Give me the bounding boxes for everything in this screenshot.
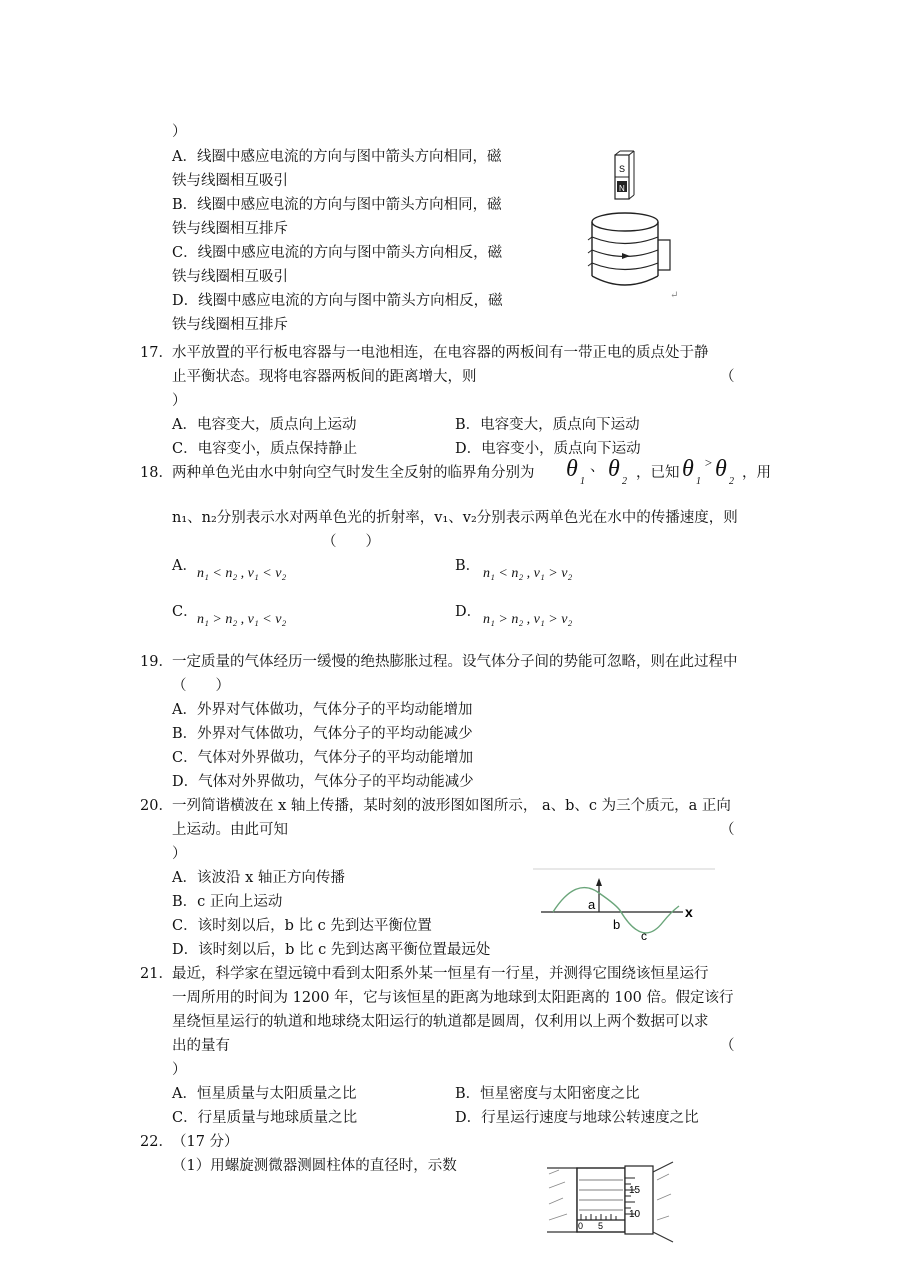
q18-option-d-label: D．: [455, 604, 482, 620]
q21-stem-line4: 出的量有: [172, 1038, 230, 1054]
q18-number: 18．: [140, 465, 173, 481]
coil-wire: [658, 240, 670, 270]
q16-option-d-line2: 铁与线圈相互排斥: [172, 317, 288, 333]
q17-option-b: B．电容变大，质点向下运动: [455, 417, 640, 433]
q21-stem-line2: 一周所用的时间为 1200 年，它与该恒星的距离为地球到太阳距离的 100 倍。假定该行: [172, 990, 734, 1006]
q19-option-c: C．气体对外界做功，气体分子的平均动能增加: [172, 750, 474, 766]
q16-option-c-line1: C．线圈中感应电流的方向与图中箭头方向相反，磁: [172, 245, 503, 261]
particle-label-a: a: [588, 897, 596, 912]
return-mark: ↵: [670, 290, 679, 301]
q20-paren-open: （: [720, 822, 735, 838]
q21-option-c: C．行星质量与地球质量之比: [172, 1110, 358, 1126]
q18-stem-line1: 两种单色光由水中射向空气时发生全反射的临界角分别为: [172, 465, 535, 481]
q17-number: 17．: [140, 345, 173, 361]
coil-turn: [592, 237, 658, 244]
q17-paren-open: （: [720, 369, 735, 385]
q17-option-a: A．电容变大，质点向上运动: [172, 417, 357, 433]
q18-option-a-formula: n₁ < n₂ , v₁ < v₂: [197, 566, 287, 581]
q21-option-d: D．行星运行速度与地球公转速度之比: [455, 1110, 699, 1126]
q19-number: 19．: [140, 654, 173, 670]
theta1-symbol: θ: [566, 456, 578, 482]
q19-option-b: B．外界对气体做功，气体分子的平均动能减少: [172, 726, 473, 742]
q20-option-b: B．c 正向上运动: [172, 894, 283, 910]
q16-option-c-line2: 铁与线圈相互吸引: [172, 269, 288, 285]
q19-paren: （ ）: [172, 678, 230, 694]
q19-stem-line1: 一定质量的气体经历一缓慢的绝热膨胀过程。设气体分子间的势能可忽略，则在此过程中: [172, 654, 738, 670]
theta2-subscript: 2: [622, 476, 627, 487]
particle-label-c: c: [641, 929, 647, 940]
q18-use-text: ，用: [742, 465, 771, 481]
theta2-symbol: θ: [608, 456, 620, 482]
theta1-subscript-b: 1: [696, 476, 701, 487]
q18-paren: （ ）: [322, 534, 380, 550]
main-scale-0: 0: [578, 1221, 584, 1231]
q20-number: 20．: [140, 798, 173, 814]
q22-score: （17 分）: [172, 1134, 239, 1150]
thimble-scale-10: 10: [629, 1209, 641, 1220]
q19-option-d: D．气体对外界做功，气体分子的平均动能减少: [172, 774, 474, 790]
theta1-subscript: 1: [580, 476, 585, 487]
q18-option-a-label: A．: [172, 558, 197, 574]
magnet-coil-figure: [580, 150, 690, 300]
q20-stem-line2: 上运动。由此可知: [172, 822, 288, 838]
q20-stem-line1: 一列简谐横波在 x 轴上传播，某时刻的波形图如图所示， a、b、c 为三个质元，a 正向: [172, 798, 731, 814]
q20-paren-close: ）: [172, 846, 187, 862]
q16-option-b-line1: B．线圈中感应电流的方向与图中箭头方向相同，磁: [172, 197, 502, 213]
q21-paren-close: ）: [172, 1062, 187, 1078]
particle-label-b: b: [613, 917, 621, 932]
theta1-symbol-b: θ: [682, 456, 694, 482]
q18-option-b-formula: n₁ < n₂ , v₁ > v₂: [483, 566, 573, 581]
theta-separator: 、: [590, 459, 605, 475]
q19-option-a: A．外界对气体做功，气体分子的平均动能增加: [172, 702, 473, 718]
q20-option-c: C．该时刻以后，b 比 c 先到达平衡位置: [172, 918, 432, 934]
coil-turn: [592, 263, 658, 270]
q18-option-c-formula: n₁ > n₂ , v₁ < v₂: [197, 612, 287, 627]
q22-part1-text: （1）用螺旋测微器测圆柱体的直径时，示数: [172, 1158, 457, 1174]
q18-stem-line2: n₁、n₂分别表示水对两单色光的折射率，v₁、v₂分别表示两单色光在水中的传播速度，则: [172, 510, 738, 526]
q16-paren-close: ）: [172, 124, 187, 140]
x-axis-label: x: [685, 904, 693, 920]
magnet-pole-n: N: [619, 184, 625, 193]
q16-option-d-line1: D．线圈中感应电流的方向与图中箭头方向相反，磁: [172, 293, 503, 309]
thimble-scale-15: 15: [629, 1185, 641, 1196]
q18-option-d-formula: n₁ > n₂ , v₁ > v₂: [483, 612, 573, 627]
micrometer-thimble: [625, 1166, 653, 1234]
q21-option-b: B．恒星密度与太阳密度之比: [455, 1086, 640, 1102]
theta2-subscript-b: 2: [729, 476, 734, 487]
q17-option-c: C．电容变小，质点保持静止: [172, 441, 358, 457]
q20-option-a: A．该波沿 x 轴正方向传播: [172, 870, 345, 886]
q16-option-a-line2: 铁与线圈相互吸引: [172, 173, 288, 189]
greater-than-sign: >: [704, 455, 713, 470]
q16-option-b-line2: 铁与线圈相互排斥: [172, 221, 288, 237]
q18-known-text: ，已知: [636, 465, 680, 481]
q17-stem-line2: 止平衡状态。现将电容器两板间的距离增大，则: [172, 369, 477, 385]
main-scale-5: 5: [598, 1221, 604, 1231]
q17-stem-line1: 水平放置的平行板电容器与一电池相连，在电容器的两板间有一带正电的质点处于静: [172, 345, 709, 361]
q22-number: 22．: [140, 1134, 173, 1150]
y-axis-arrow-icon: [596, 878, 602, 886]
q21-stem-line1: 最近，科学家在望远镜中看到太阳系外某一恒星有一行星，并测得它围绕该恒星运行: [172, 966, 709, 982]
q18-option-c-label: C．: [172, 604, 198, 620]
q18-option-b-label: B．: [455, 558, 481, 574]
magnet-pole-s: S: [619, 164, 626, 174]
q20-option-d: D．该时刻以后，b 比 c 先到达离平衡位置最远处: [172, 942, 491, 958]
q17-option-d: D．电容变小，质点向下运动: [455, 441, 641, 457]
theta2-symbol-b: θ: [715, 456, 727, 482]
q21-stem-line3: 星绕恒星运行的轨道和地球绕太阳运行的轨道都是圆周，仅利用以上两个数据可以求: [172, 1014, 709, 1030]
q17-paren-close: ）: [172, 393, 187, 409]
wave-figure: [533, 866, 715, 940]
q21-paren-open: （: [720, 1038, 735, 1054]
micrometer-figure: [545, 1160, 705, 1244]
current-arrow-icon: [622, 253, 630, 259]
q21-number: 21．: [140, 966, 173, 982]
q21-option-a: A．恒星质量与太阳质量之比: [172, 1086, 357, 1102]
q16-option-a-line1: A．线圈中感应电流的方向与图中箭头方向相同，磁: [172, 149, 502, 165]
